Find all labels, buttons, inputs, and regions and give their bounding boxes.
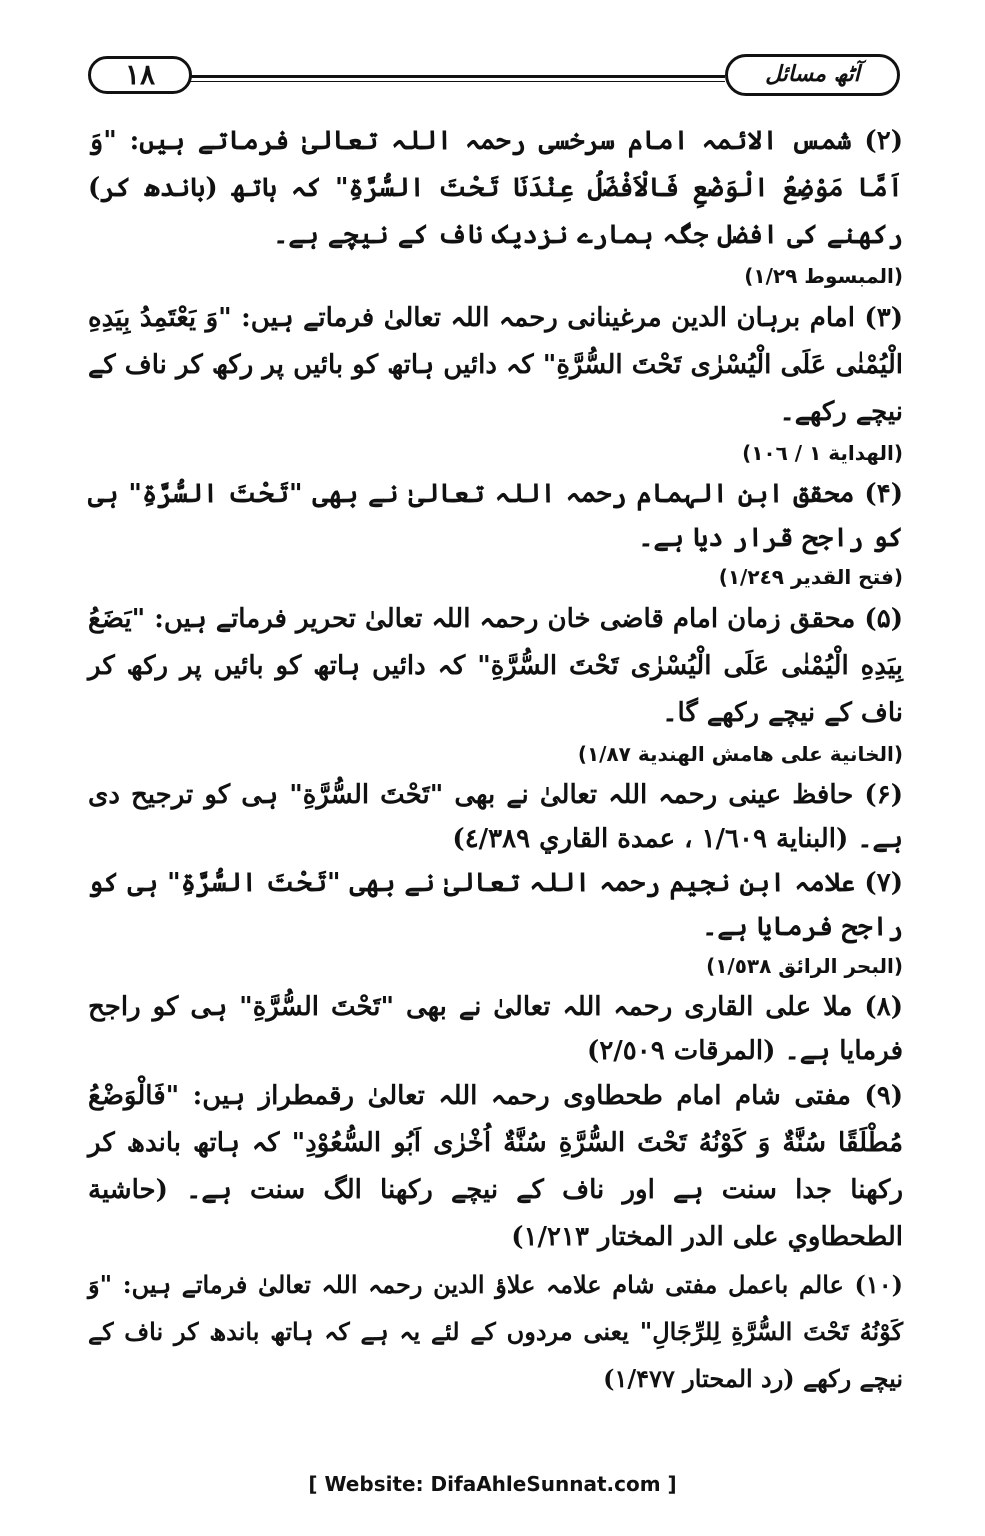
page-header: [80, 52, 900, 100]
entry-9: [88, 1073, 903, 1261]
entry-10: [88, 1261, 903, 1402]
entry-4: [88, 472, 903, 596]
entry-2-text: (۲) شمس الائمہ امام سرخسی رحمہ اللہ تعالیٰ فرماتے ہیں: "وَ اَمَّا مَوْضِعُ الْوَضْعِ فَالْاَفْضَلُ عِنْدَنَا تَحْتَ السُّرَّةِ" کہ ہاتھ (باندھ کر) رکھنے کی افضل جگہ ہمارے نزدیک ناف کے نیچے ہے۔: [88, 126, 903, 250]
entry-7-text: (۷) علامہ ابن نجیم رحمہ اللہ تعالیٰ نے بھی "تَحْتَ السُّرَّةِ" ہی کو راجح فرمایا ہے۔: [88, 868, 903, 942]
entry-6-text: (۶) حافظ عینی رحمہ اللہ تعالیٰ نے بھی "تَحْتَ السُّرَّةِ" ہی کو ترجیح دی ہے۔ (البناية ١/٦٠٩ ، عمدة القاري ٤/٣٨٩): [88, 780, 903, 854]
entry-4-reference: (فتح القدير ١/٢٤٩): [718, 565, 903, 589]
entry-9-text: (۹) مفتی شام امام طحطاوی رحمہ اللہ تعالیٰ رقمطراز ہیں: "فَالْوَضْعُ مُطْلَقًا سُنَّةٌ وَ كَوْنُهُ تَحْتَ السُّرَّةِ سُنَّةٌ اُخْرٰى اَبُو السُّعُوْدِ" کہ ہاتھ باندھ کر رکھنا جدا سنت ہے اور ناف کے نیچے رکھنا الگ سنت ہے۔ (حاشية الطحطاوي على الدر المختار ١/٢١٣): [88, 1081, 903, 1252]
entry-8: [88, 985, 903, 1073]
entry-3-reference: (الهداية ١ / ١٠٦): [742, 441, 903, 465]
website-footer: [ Website: DifaAhleSunnat.com ]: [308, 1472, 677, 1496]
entry-8-text: (۸) ملا علی القاری رحمہ اللہ تعالیٰ نے بھی "تَحْتَ السُّرَّةِ" ہی کو راجح فرمایا ہے۔ (المرقات ٢/٥٠٩): [88, 992, 903, 1066]
main-text: [88, 118, 903, 1408]
entry-4-text: (۴) محقق ابن الہمام رحمہ اللہ تعالیٰ نے بھی "تَحْتَ السُّرَّةِ" ہی کو راجح قرار دیا ہے۔: [88, 479, 903, 553]
entry-7: [88, 861, 903, 985]
header-rule: [190, 75, 725, 78]
entry-10-text: (۱۰) عالم باعمل مفتی شام علامہ علاؤ الدین رحمہ اللہ تعالیٰ فرماتے ہیں: "وَ كَوْنُهُ تَحْتَ السُّرَّةِ لِلرِّجَالِ" یعنی مردوں کے لئے یہ ہے کہ ہاتھ باندھ کر ناف کے نیچے رکھے (رد المحتار ۱/۴۷۷): [88, 1270, 903, 1393]
entry-7-reference: (البحر الرائق ١/٥٣٨): [706, 954, 903, 978]
entry-5-reference: (الخانية على هامش الهندية ١/٨٧): [577, 742, 903, 766]
entry-2-reference: (المبسوط ۱/۲۹): [744, 264, 903, 288]
entry-5-text: (۵) محقق زمان امام قاضی خان رحمہ اللہ تعالیٰ تحریر فرماتے ہیں: "يَضَعُ بِيَدِهِ الْيُمْنٰى عَلَى الْيُسْرٰى تَحْتَ السُّرَّةِ" کہ دائیں ہاتھ کو بائیں پر رکھ کر ناف کے نیچے رکھے گا۔: [88, 604, 903, 728]
entry-5: [88, 596, 903, 773]
page-number: ۱۸: [88, 56, 192, 94]
entry-2: [88, 118, 903, 295]
running-title: آٹھ مسائل: [725, 54, 900, 96]
entry-3: [88, 295, 903, 472]
entry-6: [88, 773, 903, 861]
entry-3-text: (۳) امام برہان الدین مرغینانی رحمہ اللہ تعالیٰ فرماتے ہیں: "وَ يَعْتَمِدُ بِيَدِهِ الْيُمْنٰى عَلَى الْيُسْرٰى تَحْتَ السُّرَّةِ" کہ دائیں ہاتھ کو بائیں پر رکھ کر ناف کے نیچے رکھے۔: [88, 303, 903, 427]
